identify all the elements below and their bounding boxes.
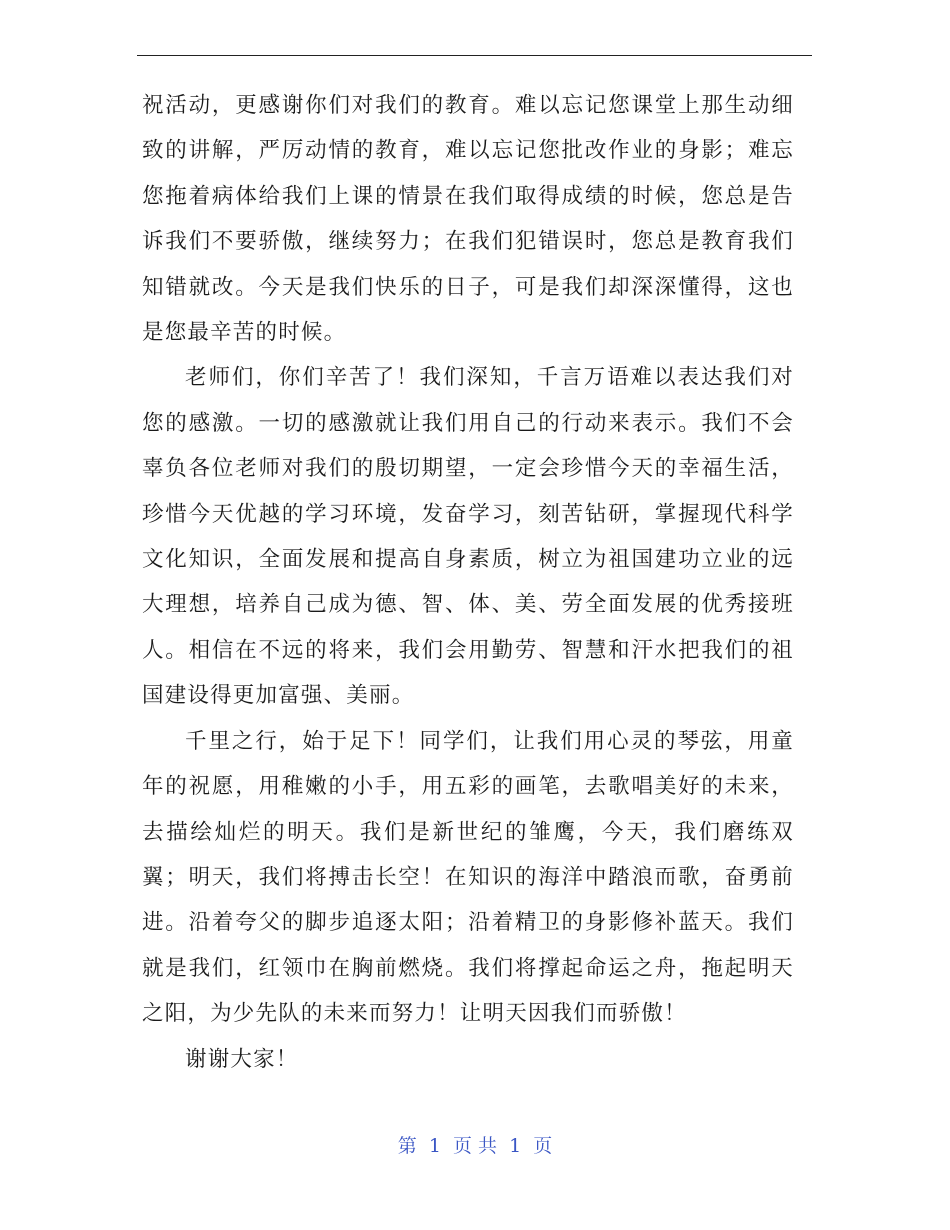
footer-current-page: 1 [428,1135,441,1157]
paragraph-3: 千里之行，始于足下！同学们，让我们用心灵的琴弦，用童年的祝愿，用稚嫩的小手，用五彩的画笔，去歌唱美好的未来，去描绘灿烂的明天。我们是新世纪的雏鹰，今天，我们磨练双翼；明天，我们将搏击长空！在知识的海洋中踏浪而歌，奋勇前进。沿着夸父的脚步追逐太阳；沿着精卫的身影修补蓝天。我们就是我们，红领巾在胸前燃烧。我们将撑起命运之舟，拖起明天之阳，为少先队的未来而努力！让明天因我们而骄傲！ [142,728,794,1027]
footer-middle: 页 共 [452,1135,498,1157]
footer-total-pages: 1 [509,1135,522,1157]
header-rule [137,55,812,56]
footer-suffix: 页 [533,1135,553,1157]
paragraph-2: 老师们，你们辛苦了！我们深知，千言万语难以表达我们对您的感激。一切的感激就让我们用自己的行动来表示。我们不会辜负各位老师对我们的殷切期望，一定会珍惜今天的幸福生活，珍惜今天优越的学习环境，发奋学习，刻苦钻研，掌握现代科学文化知识，全面发展和提高自身素质，树立为祖国建功立业的远大理想，培养自己成为德、智、体、美、劳全面发展的优秀接班人。相信在不远的将来，我们会用勤劳、智慧和汗水把我们的祖国建设得更加富强、美丽。 [142,365,794,709]
footer-prefix: 第 [397,1135,417,1157]
paragraph-4: 谢谢大家！ [185,1046,299,1072]
paragraph-1: 祝活动，更感谢你们对我们的教育。难以忘记您课堂上那生动细致的讲解，严厉动情的教育，难以忘记您批改作业的身影；难忘您拖着病体给我们上课的情景在我们取得成绩的时候，您总是告诉我们不要骄傲，继续努力；在我们犯错误时，您总是教育我们知错就改。今天是我们快乐的日子，可是我们却深深懂得，这也是您最辛苦的时候。 [142,93,794,346]
page-footer [0,1134,950,1158]
document-body [142,83,794,1082]
